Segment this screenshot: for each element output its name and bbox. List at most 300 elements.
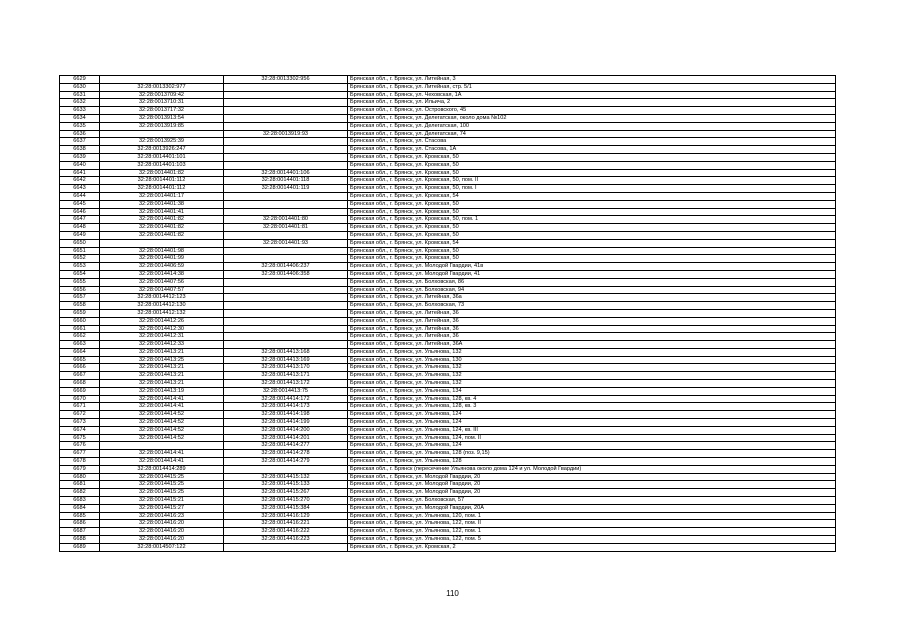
address-cell: Брянская обл., г. Брянск, ул. Ульянова, 122, пом. 5 xyxy=(348,536,836,544)
cadastral-number-object-cell: 32:28:0014406:358 xyxy=(224,270,348,278)
cadastral-number-object-cell: 32:28:0014414:277 xyxy=(224,442,348,450)
cadastral-number-parcel-cell: 32:28:0014401:98 xyxy=(100,247,224,255)
cadastral-number-parcel-cell: 32:28:0014401:38 xyxy=(100,200,224,208)
cadastral-number-object-cell: 32:28:0014416:222 xyxy=(224,528,348,536)
address-cell: Брянская обл., г. Брянск, ул. Кромская, 54 xyxy=(348,239,836,247)
address-cell: Брянская обл., г. Брянск, ул. Делегатская, 74 xyxy=(348,130,836,138)
address-cell: Брянская обл., г. Брянск, ул. Литейная, 36 xyxy=(348,317,836,325)
cadastral-number-parcel-cell: 32:28:0014414:41 xyxy=(100,395,224,403)
cadastral-number-object-cell xyxy=(224,91,348,99)
address-cell: Брянская обл., г. Брянск, ул. Молодой Гвардии, 41в xyxy=(348,263,836,271)
row-number-cell: 6655 xyxy=(60,278,100,286)
row-number-cell: 6689 xyxy=(60,543,100,551)
address-cell: Брянская обл., г. Брянск, ул. Чеховская, 1А xyxy=(348,91,836,99)
address-cell: Брянская обл., г. Брянск, ул. Кромская, 50, пом. 1 xyxy=(348,216,836,224)
cadastral-number-parcel-cell: 32:28:0013709:42 xyxy=(100,91,224,99)
table-row xyxy=(60,200,836,208)
cadastral-number-parcel-cell: 32:28:0014412:132 xyxy=(100,309,224,317)
cadastral-number-parcel-cell: 32:28:0013302:977 xyxy=(100,83,224,91)
row-number-cell: 6675 xyxy=(60,434,100,442)
table-row xyxy=(60,426,836,434)
cadastral-number-parcel-cell: 32:28:0014401:101 xyxy=(100,153,224,161)
row-number-cell: 6644 xyxy=(60,192,100,200)
cadastral-number-parcel-cell: 32:28:0014412:33 xyxy=(100,341,224,349)
row-number-cell: 6643 xyxy=(60,185,100,193)
cadastral-number-parcel-cell xyxy=(100,239,224,247)
cadastral-number-parcel-cell: 32:28:0014414:52 xyxy=(100,434,224,442)
table-row xyxy=(60,364,836,372)
cadastral-number-parcel-cell: 32:28:0014407:57 xyxy=(100,286,224,294)
cadastral-number-object-cell: 32:28:0013919:93 xyxy=(224,130,348,138)
table-row xyxy=(60,122,836,130)
address-cell: Брянская обл., г. Брянск, ул. Ульянова, 124, пом. II xyxy=(348,434,836,442)
cadastral-number-object-cell: 32:28:0014413:171 xyxy=(224,372,348,380)
cadastral-number-parcel-cell: 32:28:0014407:56 xyxy=(100,278,224,286)
cadastral-number-object-cell: 32:28:0014414:172 xyxy=(224,395,348,403)
table-row xyxy=(60,270,836,278)
address-cell: Брянская обл., г. Брянск, ул. Ульянова, 128 xyxy=(348,458,836,466)
table-row xyxy=(60,333,836,341)
cadastral-number-object-cell xyxy=(224,114,348,122)
row-number-cell: 6661 xyxy=(60,325,100,333)
cadastral-number-object-cell: 32:28:0014414:198 xyxy=(224,411,348,419)
row-number-cell: 6636 xyxy=(60,130,100,138)
row-number-cell: 6665 xyxy=(60,356,100,364)
table-row xyxy=(60,208,836,216)
row-number-cell: 6684 xyxy=(60,504,100,512)
cadastral-number-parcel-cell: 32:28:0014414:38 xyxy=(100,270,224,278)
cadastral-number-object-cell xyxy=(224,146,348,154)
table-row xyxy=(60,450,836,458)
row-number-cell: 6640 xyxy=(60,161,100,169)
table-row xyxy=(60,520,836,528)
cadastral-number-parcel-cell xyxy=(100,130,224,138)
row-number-cell: 6685 xyxy=(60,512,100,520)
address-cell: Брянская обл., г. Брянск, ул. Литейная, 36 xyxy=(348,325,836,333)
row-number-cell: 6659 xyxy=(60,309,100,317)
cadastral-number-parcel-cell: 32:28:0014414:41 xyxy=(100,450,224,458)
address-cell: Брянская обл., г. Брянск, ул. Ульянова, 128 (поз. 9,15) xyxy=(348,450,836,458)
row-number-cell: 6683 xyxy=(60,497,100,505)
cadastral-number-parcel-cell: 32:28:0014414:52 xyxy=(100,419,224,427)
cadastral-number-parcel-cell: 32:28:0014416:20 xyxy=(100,528,224,536)
cadastral-number-object-cell: 32:28:0014413:169 xyxy=(224,356,348,364)
row-number-cell: 6676 xyxy=(60,442,100,450)
row-number-cell: 6678 xyxy=(60,458,100,466)
cadastral-number-object-cell xyxy=(224,99,348,107)
cadastral-number-object-cell: 32:28:0014413:170 xyxy=(224,364,348,372)
row-number-cell: 6677 xyxy=(60,450,100,458)
address-cell: Брянская обл., г. Брянск, ул. Кромская, 50 xyxy=(348,161,836,169)
row-number-cell: 6658 xyxy=(60,302,100,310)
row-number-cell: 6650 xyxy=(60,239,100,247)
cadastral-number-object-cell: 32:28:0014401:93 xyxy=(224,239,348,247)
address-cell: Брянская обл., г. Брянск, ул. Ульянова, 132 xyxy=(348,380,836,388)
cadastral-number-object-cell: 32:28:0014414:279 xyxy=(224,458,348,466)
cadastral-number-parcel-cell: 32:28:0013717:32 xyxy=(100,107,224,115)
table-row xyxy=(60,83,836,91)
table-row xyxy=(60,177,836,185)
table-row xyxy=(60,161,836,169)
table-row xyxy=(60,536,836,544)
cadastral-number-object-cell: 32:28:0014415:384 xyxy=(224,504,348,512)
row-number-cell: 6687 xyxy=(60,528,100,536)
cadastral-number-object-cell xyxy=(224,286,348,294)
cadastral-number-parcel-cell: 32:28:0014401:112 xyxy=(100,185,224,193)
row-number-cell: 6632 xyxy=(60,99,100,107)
cadastral-number-parcel-cell: 32:28:0014413:25 xyxy=(100,356,224,364)
cadastral-number-object-cell: 32:28:0014414:173 xyxy=(224,403,348,411)
row-number-cell: 6645 xyxy=(60,200,100,208)
cadastral-number-object-cell xyxy=(224,231,348,239)
address-cell: Брянская обл., г. Брянск, ул. Болховская, 86 xyxy=(348,278,836,286)
table-row xyxy=(60,231,836,239)
page-number: 110 xyxy=(446,589,459,598)
cadastral-number-parcel-cell: 32:28:0014416:23 xyxy=(100,512,224,520)
table-row xyxy=(60,216,836,224)
address-cell: Брянская обл., г. Брянск, ул. Кромская, 50 xyxy=(348,208,836,216)
cadastral-number-parcel-cell: 32:28:0014413:19 xyxy=(100,387,224,395)
table-row xyxy=(60,356,836,364)
address-cell: Брянская обл., г. Брянск, ул. Кромская, 50 xyxy=(348,255,836,263)
cadastral-number-parcel-cell: 32:28:0014507:122 xyxy=(100,543,224,551)
cadastral-number-object-cell xyxy=(224,255,348,263)
table-row xyxy=(60,380,836,388)
table-row xyxy=(60,504,836,512)
table-row xyxy=(60,325,836,333)
cadastral-number-parcel-cell: 32:28:0013919:85 xyxy=(100,122,224,130)
address-cell: Брянская обл., г. Брянск, ул. Кромская, 50 xyxy=(348,224,836,232)
cadastral-number-parcel-cell: 32:28:0014414:41 xyxy=(100,403,224,411)
table-row xyxy=(60,255,836,263)
cadastral-number-object-cell xyxy=(224,122,348,130)
cadastral-number-object-cell xyxy=(224,543,348,551)
row-number-cell: 6642 xyxy=(60,177,100,185)
cadastral-number-parcel-cell: 32:28:0013913:54 xyxy=(100,114,224,122)
address-cell: Брянская обл., г. Брянск, ул. Кромская, 2 xyxy=(348,543,836,551)
address-cell: Брянская обл., г. Брянск, ул. Болховская, 57 xyxy=(348,497,836,505)
cadastral-number-parcel-cell: 32:28:0014401:82 xyxy=(100,231,224,239)
cadastral-number-parcel-cell: 32:28:0013926:247 xyxy=(100,146,224,154)
table-row xyxy=(60,512,836,520)
address-cell: Брянская обл., г. Брянск, ул. Ульянова, 132 xyxy=(348,364,836,372)
address-cell: Брянская обл., г. Брянск, ул. Островского, 45 xyxy=(348,107,836,115)
cadastral-number-object-cell: 32:28:0013302:956 xyxy=(224,76,348,84)
table-row xyxy=(60,278,836,286)
address-cell: Брянская обл., г. Брянск, ул. Молодой Гвардии, 41 xyxy=(348,270,836,278)
table-row xyxy=(60,434,836,442)
row-number-cell: 6634 xyxy=(60,114,100,122)
table-row xyxy=(60,403,836,411)
cadastral-number-parcel-cell: 32:28:0014415:21 xyxy=(100,497,224,505)
cadastral-number-object-cell xyxy=(224,153,348,161)
address-cell: Брянская обл., г. Брянск, ул. Ульянова, 124 xyxy=(348,411,836,419)
cadastral-number-parcel-cell: 32:28:0014401:99 xyxy=(100,255,224,263)
address-cell: Брянская обл., г. Брянск, ул. Литейная, 36А xyxy=(348,341,836,349)
cadastral-number-object-cell: 32:28:0014401:118 xyxy=(224,177,348,185)
address-cell: Брянская обл., г. Брянск, ул. Ульянова, 124, кв. III xyxy=(348,426,836,434)
cadastral-number-parcel-cell: 32:28:0014401:103 xyxy=(100,161,224,169)
address-cell: Брянская обл., г. Брянск, ул. Кромская, 50 xyxy=(348,169,836,177)
table-row xyxy=(60,224,836,232)
row-number-cell: 6680 xyxy=(60,473,100,481)
table-row xyxy=(60,239,836,247)
cadastral-number-parcel-cell: 32:28:0014415:25 xyxy=(100,481,224,489)
cadastral-number-parcel-cell: 32:28:0014401:82 xyxy=(100,216,224,224)
row-number-cell: 6672 xyxy=(60,411,100,419)
table-row xyxy=(60,169,836,177)
address-cell: Брянская обл., г. Брянск, ул. Ильича, 2 xyxy=(348,99,836,107)
row-number-cell: 6673 xyxy=(60,419,100,427)
row-number-cell: 6688 xyxy=(60,536,100,544)
table-row xyxy=(60,473,836,481)
row-number-cell: 6637 xyxy=(60,138,100,146)
row-number-cell: 6671 xyxy=(60,403,100,411)
cadastral-number-parcel-cell: 32:28:0014412:30 xyxy=(100,325,224,333)
cadastral-number-parcel-cell: 32:28:0014414:41 xyxy=(100,458,224,466)
cadastral-number-parcel-cell: 32:28:0014401:82 xyxy=(100,224,224,232)
address-cell: Брянская обл., г. Брянск, ул. Ульянова, 124 xyxy=(348,442,836,450)
table-row xyxy=(60,76,836,84)
address-cell: Брянская обл., г. Брянск (пересечение Ульянова около дома 124 и ул. Молодой Гвардии) xyxy=(348,465,836,473)
cadastral-number-parcel-cell: 32:28:0014414:289 xyxy=(100,465,224,473)
address-cell: Брянская обл., г. Брянск, ул. Ульянова, 128, кв. 3 xyxy=(348,403,836,411)
address-cell: Брянская обл., г. Брянск, ул. Ульянова, 122, пом. II xyxy=(348,520,836,528)
cadastral-number-object-cell: 32:28:0014401:80 xyxy=(224,216,348,224)
property-registry-table xyxy=(59,75,836,552)
cadastral-number-object-cell xyxy=(224,341,348,349)
address-cell: Брянская обл., г. Брянск, ул. Литейная, 36 xyxy=(348,333,836,341)
table-row xyxy=(60,309,836,317)
cadastral-number-object-cell: 32:28:0014415:133 xyxy=(224,481,348,489)
table-row xyxy=(60,489,836,497)
row-number-cell: 6641 xyxy=(60,169,100,177)
cadastral-number-parcel-cell xyxy=(100,76,224,84)
row-number-cell: 6633 xyxy=(60,107,100,115)
row-number-cell: 6652 xyxy=(60,255,100,263)
cadastral-number-object-cell: 32:28:0014401:119 xyxy=(224,185,348,193)
address-cell: Брянская обл., г. Брянск, ул. Кромская, 50 xyxy=(348,153,836,161)
address-cell: Брянская обл., г. Брянск, ул. Кромская, 50 xyxy=(348,200,836,208)
address-cell: Брянская обл., г. Брянск, ул. Литейная, 36а xyxy=(348,294,836,302)
row-number-cell: 6646 xyxy=(60,208,100,216)
cadastral-number-object-cell: 32:28:0014415:132 xyxy=(224,473,348,481)
cadastral-number-object-cell xyxy=(224,138,348,146)
cadastral-number-parcel-cell: 32:28:0014412:130 xyxy=(100,302,224,310)
table-row xyxy=(60,411,836,419)
address-cell: Брянская обл., г. Брянск, ул. Ульянова, 132 xyxy=(348,372,836,380)
cadastral-number-object-cell: 32:28:0014416:221 xyxy=(224,520,348,528)
cadastral-number-object-cell xyxy=(224,192,348,200)
cadastral-number-object-cell xyxy=(224,107,348,115)
cadastral-number-object-cell xyxy=(224,325,348,333)
cadastral-number-object-cell: 32:28:0014414:201 xyxy=(224,434,348,442)
cadastral-number-parcel-cell: 32:28:0014401:41 xyxy=(100,208,224,216)
table-row xyxy=(60,543,836,551)
row-number-cell: 6638 xyxy=(60,146,100,154)
row-number-cell: 6686 xyxy=(60,520,100,528)
address-cell: Брянская обл., г. Брянск, ул. Ульянова, 130 xyxy=(348,356,836,364)
table-row xyxy=(60,372,836,380)
table-row xyxy=(60,528,836,536)
address-cell: Брянская обл., г. Брянск, ул. Молодой Гвардии, 20А xyxy=(348,504,836,512)
table-row xyxy=(60,395,836,403)
cadastral-number-parcel-cell: 32:28:0014416:20 xyxy=(100,536,224,544)
row-number-cell: 6649 xyxy=(60,231,100,239)
cadastral-number-object-cell xyxy=(224,309,348,317)
table-row xyxy=(60,302,836,310)
cadastral-number-object-cell xyxy=(224,208,348,216)
cadastral-number-parcel-cell: 32:28:0014414:52 xyxy=(100,426,224,434)
cadastral-number-parcel-cell: 32:28:0014413:21 xyxy=(100,364,224,372)
table-row xyxy=(60,99,836,107)
address-cell: Брянская обл., г. Брянск, ул. Литейная, стр. 5/1 xyxy=(348,83,836,91)
cadastral-number-object-cell: 32:28:0014414:199 xyxy=(224,419,348,427)
cadastral-number-object-cell: 32:28:0014406:237 xyxy=(224,263,348,271)
address-cell: Брянская обл., г. Брянск, ул. Кромская, 50 xyxy=(348,231,836,239)
address-cell: Брянская обл., г. Брянск, ул. Кромская, 50, пом. I xyxy=(348,185,836,193)
cadastral-number-object-cell xyxy=(224,83,348,91)
cadastral-number-object-cell: 32:28:0014414:200 xyxy=(224,426,348,434)
row-number-cell: 6666 xyxy=(60,364,100,372)
row-number-cell: 6667 xyxy=(60,372,100,380)
cadastral-number-object-cell: 32:28:0014413:172 xyxy=(224,380,348,388)
cadastral-number-parcel-cell: 32:28:0014412:26 xyxy=(100,317,224,325)
row-number-cell: 6629 xyxy=(60,76,100,84)
address-cell: Брянская обл., г. Брянск, ул. Кромская, 50 xyxy=(348,247,836,255)
cadastral-number-object-cell: 32:28:0014415:270 xyxy=(224,497,348,505)
row-number-cell: 6681 xyxy=(60,481,100,489)
table-row xyxy=(60,341,836,349)
row-number-cell: 6630 xyxy=(60,83,100,91)
table-row xyxy=(60,442,836,450)
cadastral-number-parcel-cell: 32:28:0014416:20 xyxy=(100,520,224,528)
cadastral-number-parcel-cell: 32:28:0014414:52 xyxy=(100,411,224,419)
address-cell: Брянская обл., г. Брянск, ул. Болховская, 94 xyxy=(348,286,836,294)
table-row xyxy=(60,185,836,193)
row-number-cell: 6682 xyxy=(60,489,100,497)
cadastral-number-object-cell xyxy=(224,247,348,255)
table-row xyxy=(60,497,836,505)
cadastral-number-parcel-cell: 32:28:0013710:31 xyxy=(100,99,224,107)
address-cell: Брянская обл., г. Брянск, ул. Ульянова, 124 xyxy=(348,419,836,427)
cadastral-number-parcel-cell: 32:28:0014401:17 xyxy=(100,192,224,200)
cadastral-number-object-cell xyxy=(224,302,348,310)
table-row xyxy=(60,107,836,115)
address-cell: Брянская обл., г. Брянск, ул. Кромская, 50, пом. II xyxy=(348,177,836,185)
cadastral-number-parcel-cell: 32:28:0013925:39 xyxy=(100,138,224,146)
cadastral-number-parcel-cell: 32:28:0014413:21 xyxy=(100,380,224,388)
cadastral-number-parcel-cell: 32:28:0014415:25 xyxy=(100,473,224,481)
address-cell: Брянская обл., г. Брянск, ул. Литейная, 3 xyxy=(348,76,836,84)
row-number-cell: 6660 xyxy=(60,317,100,325)
cadastral-number-object-cell: 32:28:0014415:267 xyxy=(224,489,348,497)
address-cell: Брянская обл., г. Брянск, ул. Ульянова, 132 xyxy=(348,348,836,356)
cadastral-number-object-cell xyxy=(224,333,348,341)
row-number-cell: 6669 xyxy=(60,387,100,395)
table-row xyxy=(60,263,836,271)
cadastral-number-parcel-cell: 32:28:0014401:82 xyxy=(100,169,224,177)
cadastral-number-parcel-cell: 32:28:0014412:31 xyxy=(100,333,224,341)
row-number-cell: 6657 xyxy=(60,294,100,302)
row-number-cell: 6653 xyxy=(60,263,100,271)
table-row xyxy=(60,247,836,255)
address-cell: Брянская обл., г. Брянск, ул. Молодой Гвардии, 20 xyxy=(348,481,836,489)
table-row xyxy=(60,114,836,122)
table-row xyxy=(60,465,836,473)
row-number-cell: 6651 xyxy=(60,247,100,255)
table-row xyxy=(60,481,836,489)
row-number-cell: 6663 xyxy=(60,341,100,349)
address-cell: Брянская обл., г. Брянск, ул. Ульянова, 128, кв. 4 xyxy=(348,395,836,403)
cadastral-number-parcel-cell: 32:28:0014415:25 xyxy=(100,489,224,497)
table-row xyxy=(60,294,836,302)
cadastral-number-object-cell xyxy=(224,317,348,325)
cadastral-number-object-cell: 32:28:0014413:168 xyxy=(224,348,348,356)
address-cell: Брянская обл., г. Брянск, ул. Болховская, 73 xyxy=(348,302,836,310)
table-row xyxy=(60,138,836,146)
address-cell: Брянская обл., г. Брянск, ул. Стасова, 1А xyxy=(348,146,836,154)
cadastral-number-object-cell xyxy=(224,161,348,169)
address-cell: Брянская обл., г. Брянск, ул. Делегатская, 100 xyxy=(348,122,836,130)
row-number-cell: 6656 xyxy=(60,286,100,294)
row-number-cell: 6674 xyxy=(60,426,100,434)
row-number-cell: 6668 xyxy=(60,380,100,388)
row-number-cell: 6639 xyxy=(60,153,100,161)
table-row xyxy=(60,91,836,99)
cadastral-number-parcel-cell: 32:28:0014413:21 xyxy=(100,372,224,380)
address-cell: Брянская обл., г. Брянск, ул. Ульянова, 122, пом. 1 xyxy=(348,528,836,536)
table-row xyxy=(60,146,836,154)
table-row xyxy=(60,286,836,294)
cadastral-number-parcel-cell: 32:28:0014401:112 xyxy=(100,177,224,185)
table-row xyxy=(60,419,836,427)
cadastral-number-parcel-cell: 32:28:0014415:27 xyxy=(100,504,224,512)
cadastral-number-object-cell xyxy=(224,200,348,208)
address-cell: Брянская обл., г. Брянск, ул. Ульянова, 120, пом. 1 xyxy=(348,512,836,520)
table-row xyxy=(60,153,836,161)
cadastral-number-object-cell: 32:28:0014416:223 xyxy=(224,536,348,544)
cadastral-number-parcel-cell: 32:28:0014406:59 xyxy=(100,263,224,271)
row-number-cell: 6670 xyxy=(60,395,100,403)
cadastral-number-parcel-cell: 32:28:0014412:123 xyxy=(100,294,224,302)
table-row xyxy=(60,458,836,466)
row-number-cell: 6647 xyxy=(60,216,100,224)
cadastral-number-object-cell xyxy=(224,465,348,473)
cadastral-number-parcel-cell: 32:28:0014413:21 xyxy=(100,348,224,356)
address-cell: Брянская обл., г. Брянск, ул. Ульянова, 134 xyxy=(348,387,836,395)
address-cell: Брянская обл., г. Брянск, ул. Литейная, 36 xyxy=(348,309,836,317)
cadastral-number-parcel-cell xyxy=(100,442,224,450)
registry-table-body xyxy=(60,76,836,552)
cadastral-number-object-cell: 32:28:0014416:129 xyxy=(224,512,348,520)
address-cell: Брянская обл., г. Брянск, ул. Кромская, 54 xyxy=(348,192,836,200)
table-row xyxy=(60,192,836,200)
row-number-cell: 6648 xyxy=(60,224,100,232)
cadastral-number-object-cell: 32:28:0014413:75 xyxy=(224,387,348,395)
table-row xyxy=(60,348,836,356)
row-number-cell: 6631 xyxy=(60,91,100,99)
row-number-cell: 6635 xyxy=(60,122,100,130)
row-number-cell: 6664 xyxy=(60,348,100,356)
table-row xyxy=(60,130,836,138)
row-number-cell: 6662 xyxy=(60,333,100,341)
row-number-cell: 6679 xyxy=(60,465,100,473)
address-cell: Брянская обл., г. Брянск, ул. Делегатская, около дома №102 xyxy=(348,114,836,122)
cadastral-number-object-cell: 32:28:0014401:81 xyxy=(224,224,348,232)
address-cell: Брянская обл., г. Брянск, ул. Стасова xyxy=(348,138,836,146)
address-cell: Брянская обл., г. Брянск, ул. Молодой Гвардии, 20 xyxy=(348,473,836,481)
